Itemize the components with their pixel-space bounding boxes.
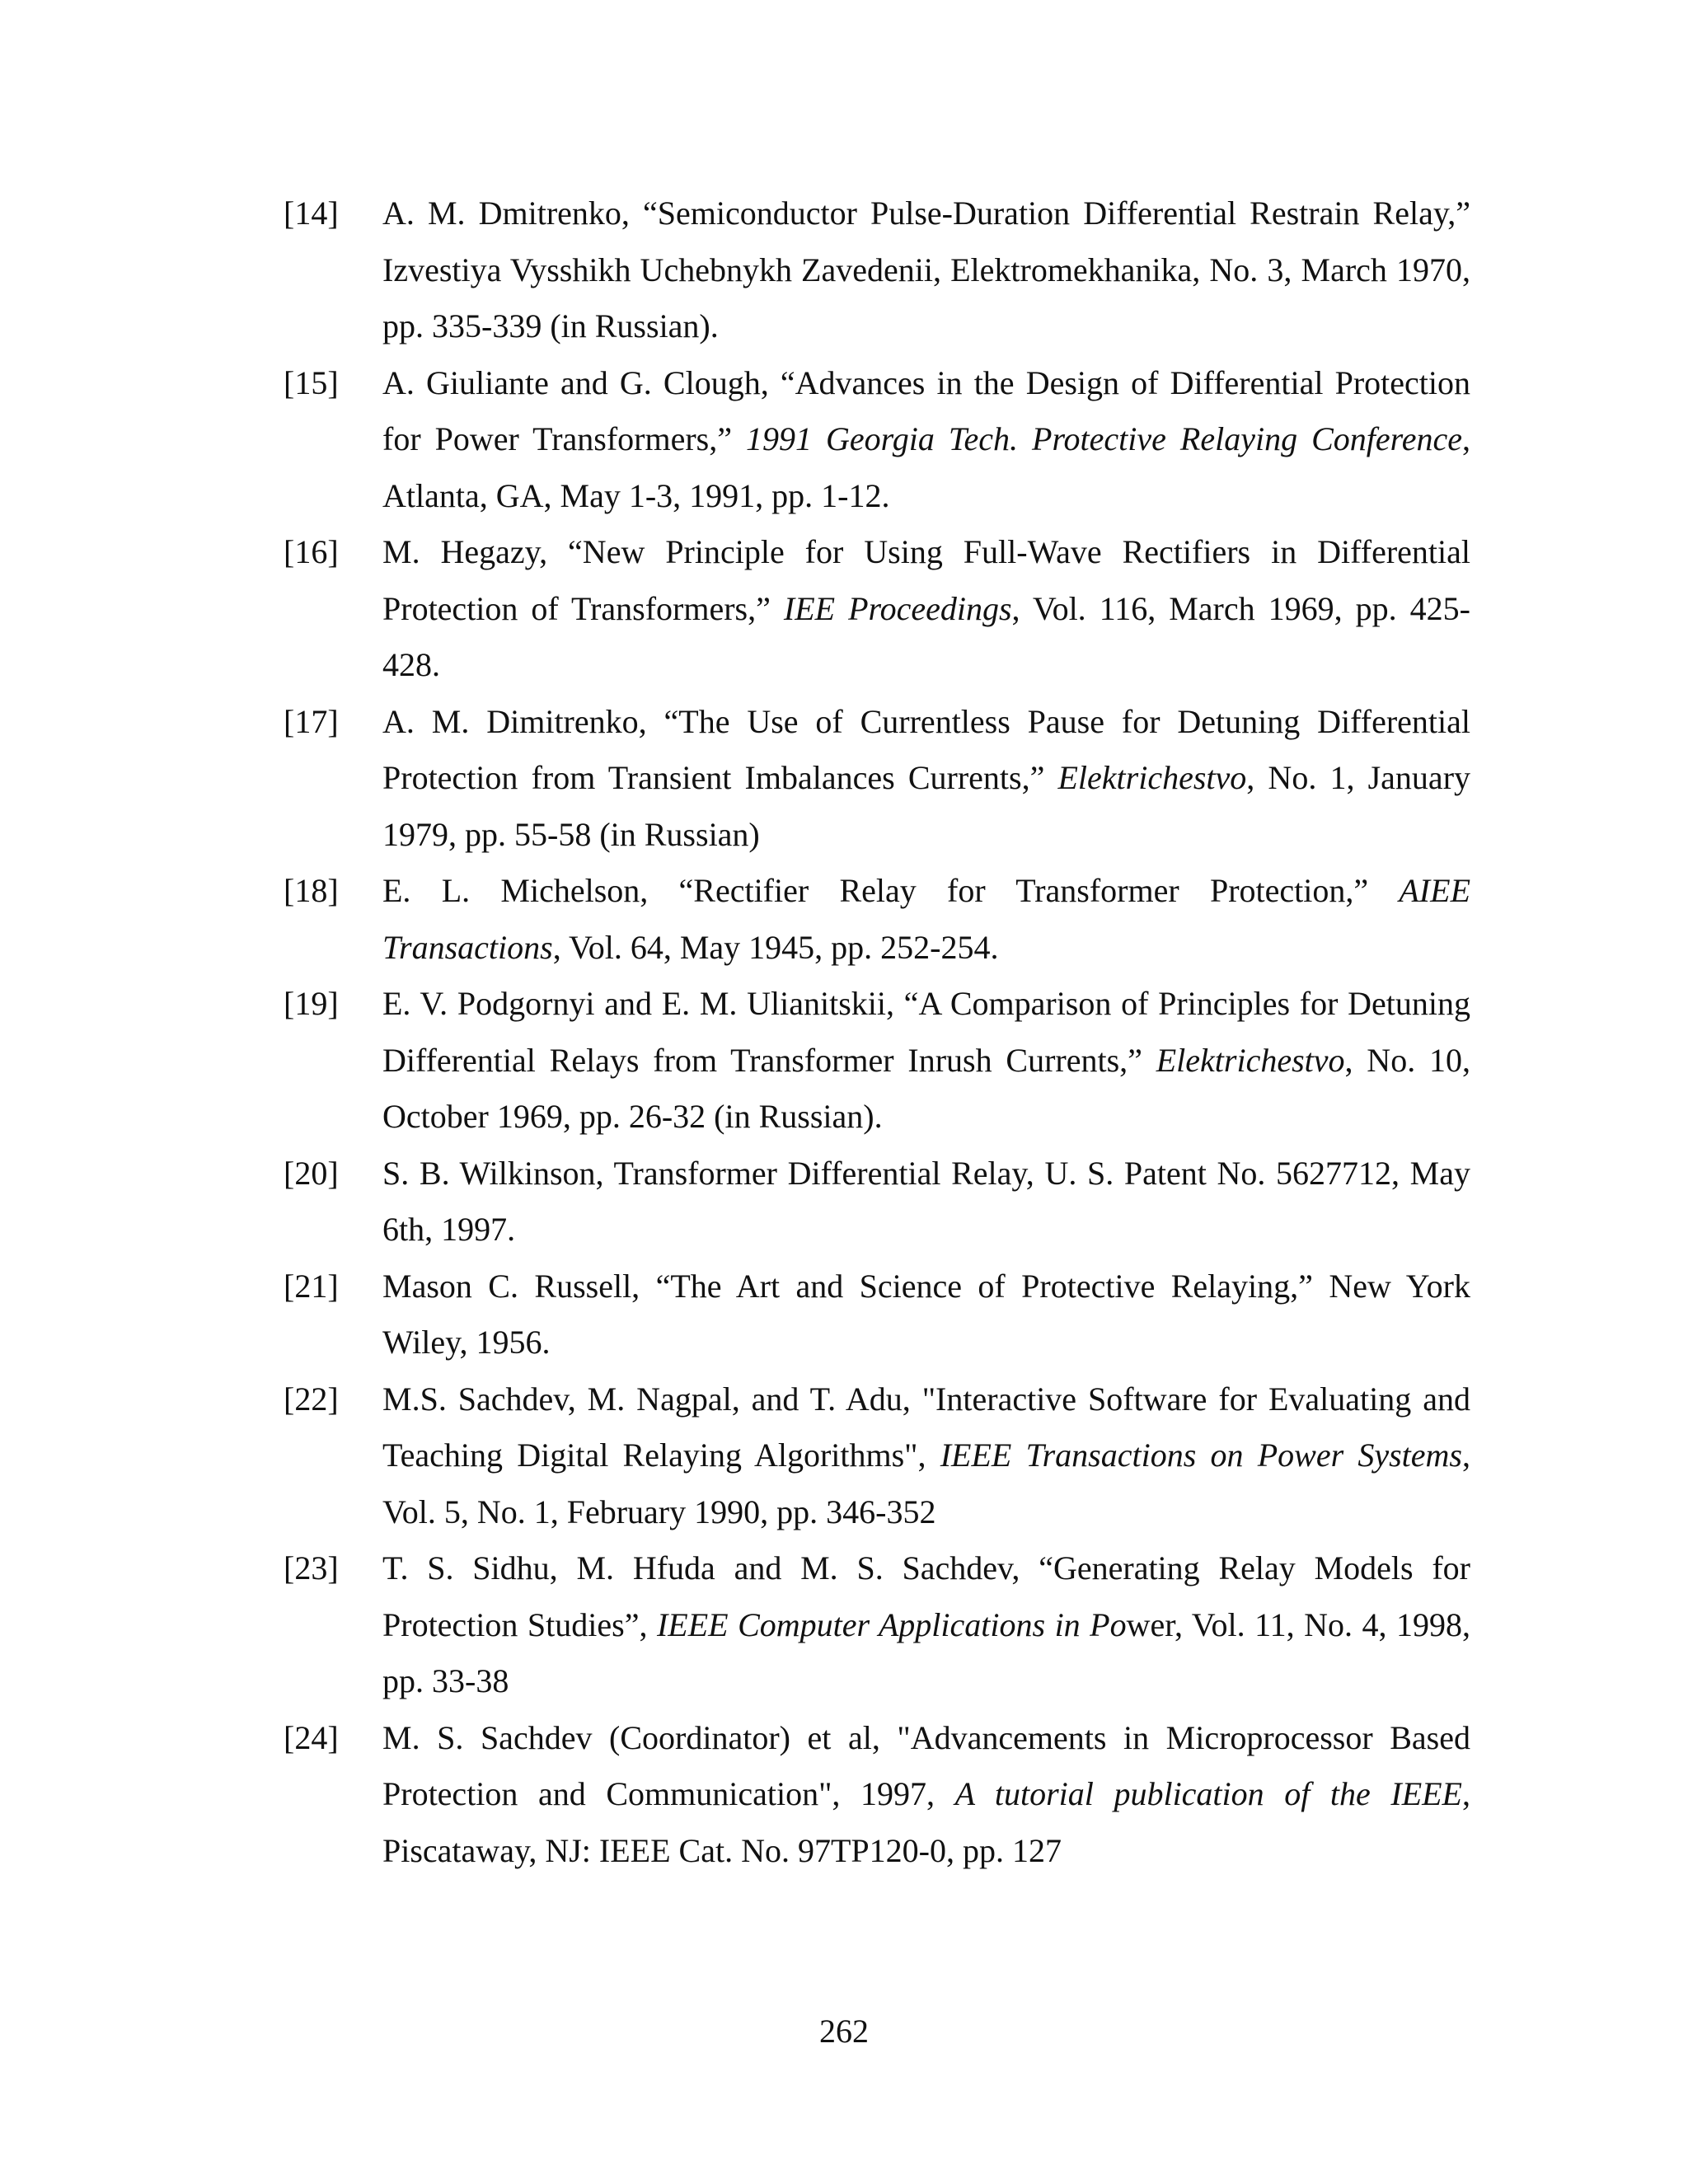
reference-text	[382, 1540, 1470, 1710]
reference-italic-segment: 1991 Georgia Tech. Protective Relaying Conference	[746, 420, 1462, 457]
reference-segment: Mason C. Russell, “The Art and Science of Protective Relaying,” New York Wiley, 1956.	[382, 1267, 1470, 1361]
reference-segment: M. S. Sachdev (Coordinator) et al, "Advancements in Microprocessor Based Protection and Communication", 1997,	[382, 1718, 1470, 1812]
reference-text	[382, 694, 1470, 864]
reference-segment: A. M. Dimitrenko, “The Use of Currentless Pause for Detuning Differential Protection from Transient Imbalances Currents,”	[382, 702, 1470, 796]
reference-number: [15]	[284, 363, 339, 401]
reference-text	[382, 355, 1470, 525]
reference-number: [16]	[284, 533, 339, 570]
reference-number: [22]	[284, 1380, 339, 1418]
reference-entry	[284, 694, 1470, 864]
reference-entry	[284, 976, 1470, 1146]
reference-number: [14]	[284, 194, 339, 232]
reference-text	[382, 1371, 1470, 1541]
reference-segment: , Vol. 116, March 1969, pp. 425-428.	[382, 589, 1470, 683]
reference-number: [18]	[284, 872, 339, 909]
reference-segment: E. L. Michelson, “Rectifier Relay for Transformer Protection,”	[382, 872, 1400, 909]
reference-segment: , Piscataway, NJ: IEEE Cat. No. 97TP120-0, pp. 127	[382, 1775, 1470, 1869]
reference-italic-segment: A tutorial publication of the IEEE	[954, 1775, 1462, 1812]
reference-entry	[284, 355, 1470, 525]
reference-text	[382, 1258, 1470, 1371]
reference-text	[382, 863, 1470, 976]
reference-italic-segment: IEEE Computer Applications in Po	[656, 1605, 1127, 1643]
page-number: 262	[819, 2013, 869, 2050]
reference-number: [23]	[284, 1549, 339, 1586]
reference-number: [17]	[284, 702, 339, 740]
reference-text	[382, 1710, 1470, 1880]
reference-segment: , No. 10, October 1969, pp. 26-32 (in Russian).	[382, 1041, 1470, 1135]
reference-text	[382, 1146, 1470, 1258]
reference-italic-segment: IEE Proceedings	[783, 589, 1012, 627]
reference-entry	[284, 1258, 1470, 1371]
reference-segment: E. V. Podgornyi and E. M. Ulianitskii, “A Comparison of Principles for Detuning Differential Relays from Transformer Inrush Currents,”	[382, 985, 1470, 1079]
reference-italic-segment: Elektrichestvo	[1156, 1041, 1345, 1079]
reference-segment: S. B. Wilkinson, Transformer Differential Relay, U. S. Patent No. 5627712, May 6th, 1997.	[382, 1154, 1470, 1248]
reference-number: [19]	[284, 985, 339, 1022]
reference-number: [20]	[284, 1154, 339, 1192]
reference-segment: , Vol. 64, May 1945, pp. 252-254.	[552, 928, 999, 966]
reference-segment: , No. 1, January 1979, pp. 55-58 (in Russian)	[382, 759, 1471, 853]
reference-italic-segment: Elektrichestvo	[1057, 759, 1247, 796]
reference-segment: A. Giuliante and G. Clough, “Advances in the Design of Differential Protection for Power Transformers,”	[382, 363, 1470, 457]
reference-segment: A. M. Dmitrenko, “Semiconductor Pulse-Duration Differential Restrain Relay,” Izvestiya Vysshikh Uchebnykh Zavedenii, Elektromekhanika, No. 3, March 1970, pp. 335-339 (in Russian).	[382, 194, 1470, 344]
reference-number: [24]	[284, 1718, 339, 1756]
reference-segment: , Atlanta, GA, May 1-3, 1991, pp. 1-12.	[382, 420, 1470, 514]
reference-segment: M. Hegazy, “New Principle for Using Full-Wave Rectifiers in Differential Protection of Transformers,”	[382, 533, 1470, 627]
reference-italic-segment: IEEE Transactions on Power Systems	[940, 1436, 1462, 1474]
reference-number: [21]	[284, 1267, 339, 1305]
reference-segment: M.S. Sachdev, M. Nagpal, and T. Adu, "Interactive Software for Evaluating and Teaching Digital Relaying Algorithms",	[382, 1380, 1470, 1474]
reference-text	[382, 524, 1470, 694]
reference-entry	[284, 1371, 1470, 1541]
reference-entry	[284, 185, 1470, 355]
reference-entry	[284, 1710, 1470, 1880]
reference-entry	[284, 1146, 1470, 1258]
reference-list	[284, 185, 1470, 1879]
reference-entry	[284, 1540, 1470, 1710]
reference-segment: wer, Vol. 11, No. 4, 1998, pp. 33-38	[382, 1605, 1471, 1699]
reference-text	[382, 976, 1470, 1146]
reference-italic-segment: AIEE Transactions	[382, 872, 1470, 966]
reference-segment: , Vol. 5, No. 1, February 1990, pp. 346-352	[382, 1436, 1470, 1530]
reference-entry	[284, 524, 1470, 694]
reference-entry	[284, 863, 1470, 976]
reference-segment: T. S. Sidhu, M. Hfuda and M. S. Sachdev, “Generating Relay Models for Protection Studies”,	[382, 1549, 1470, 1643]
reference-text	[382, 185, 1470, 355]
